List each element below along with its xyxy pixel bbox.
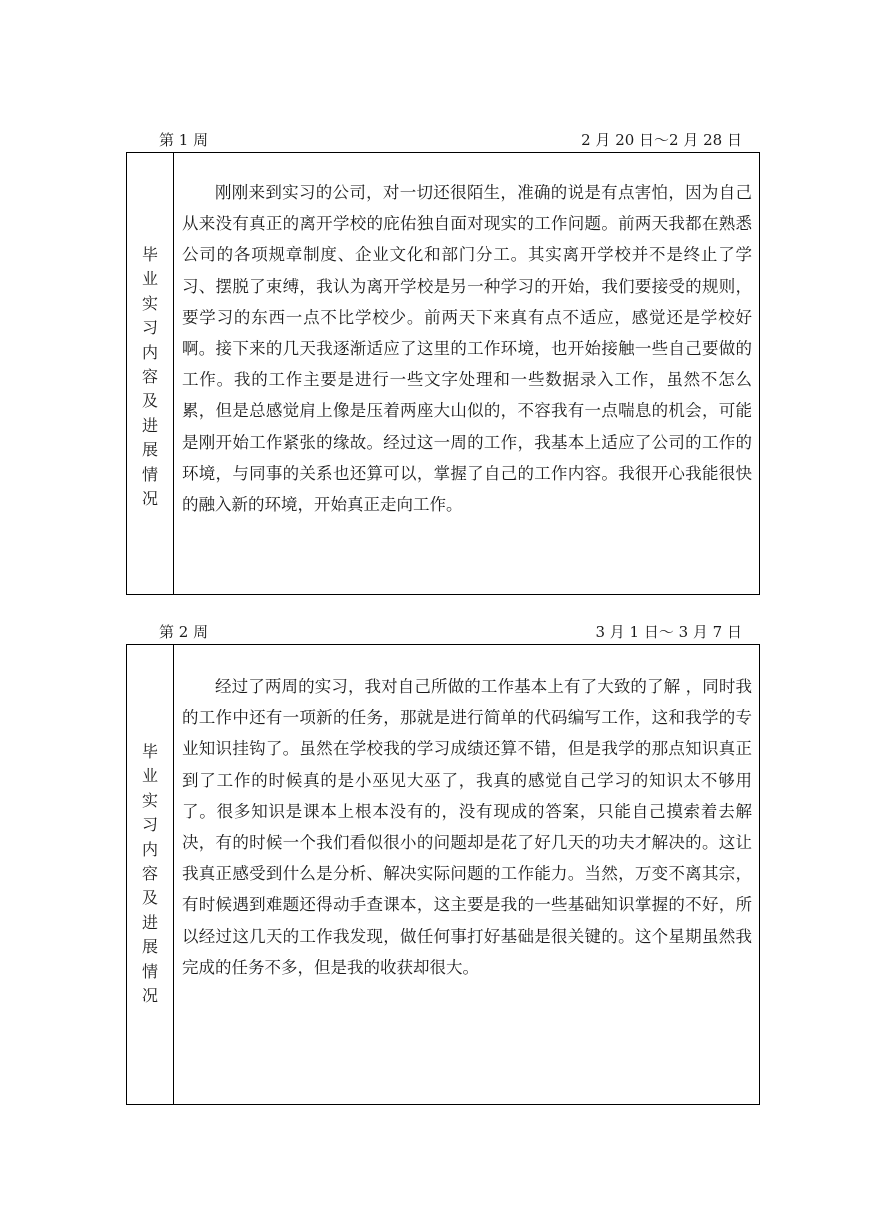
week-2-side-label: 毕业实习内容及进展情况 <box>141 742 158 1006</box>
week-2-header <box>126 620 760 644</box>
week-1-table <box>126 152 760 595</box>
week-2-side-cell <box>127 645 174 1104</box>
week-2-date-range: 3 月 1 日～ 3 月 7 日 <box>595 623 742 641</box>
week-1-content-text: 刚刚来到实习的公司，对一切还很陌生，准确的说是有点害怕，因为自己从来没有真正的离开学校的庇佑独自面对现实的工作问题。前两天我都在熟悉公司的各项规章制度、企业文化和部门分工。其实离开学校并不是终止了学习、摆脱了束缚，我认为离开学校是另一种学习的开始，我们要接受的规则，要学习的东西一点不比学校少。前两天下来真有点不适应，感觉还是学校好啊。接下来的几天我逐渐适应了这里的工作环境，也开始接触一些自己要做的工作。我的工作主要是进行一些文字处理和一些数据录入工作，虽然不怎么累，但是总感觉肩上像是压着两座大山似的，不容我有一点喘息的机会，可能是刚开始工作紧张的缘故。经过这一周的工作，我基本上适应了公司的工作的环境，与同事的关系也还算可以，掌握了自己的工作内容。我很开心我能很快的融入新的环境，开始真正走向工作。 <box>182 183 752 515</box>
week-2-table <box>126 644 760 1105</box>
week-2-content-text: 经过了两周的实习，我对自己所做的工作基本上有了大致的了解 ，同时我的工作中还有一项新的任务，那就是进行简单的代码编写工作，这和我学的专业知识挂钩了。虽然在学校我的学习成绩还算不错，但是我学的那点知识真正到了工作的时候真的是小巫见大巫了，我真的感觉自己学习的知识太不够用了。很多知识是课本上根本没有的，没有现成的答案，只能自己摸索着去解决，有的时候一个我们看似很小的问题却是花了好几天的功夫才解决的。这让我真正感受到什么是分析、解决实际问题的工作能力。当然，万变不离其宗，有时候遇到难题还得动手查课本，这主要是我的一些基础知识掌握的不好，所以经过这几天的工作我发现，做任何事打好基础是很关键的。这个星期虽然我完成的任务不多，但是我的收获却很大。 <box>182 677 752 977</box>
week-1-date-range: 2 月 20 日～2 月 28 日 <box>581 131 742 149</box>
week-1-header <box>126 128 760 152</box>
week-1-label: 第 1 周 <box>159 131 209 149</box>
week-1-side-cell <box>127 153 174 594</box>
week-2-label: 第 2 周 <box>159 623 209 641</box>
week-2-content-cell <box>174 645 759 1104</box>
week-1-side-label: 毕业实习内容及进展情况 <box>141 245 158 509</box>
week-1-content-cell <box>174 153 759 594</box>
